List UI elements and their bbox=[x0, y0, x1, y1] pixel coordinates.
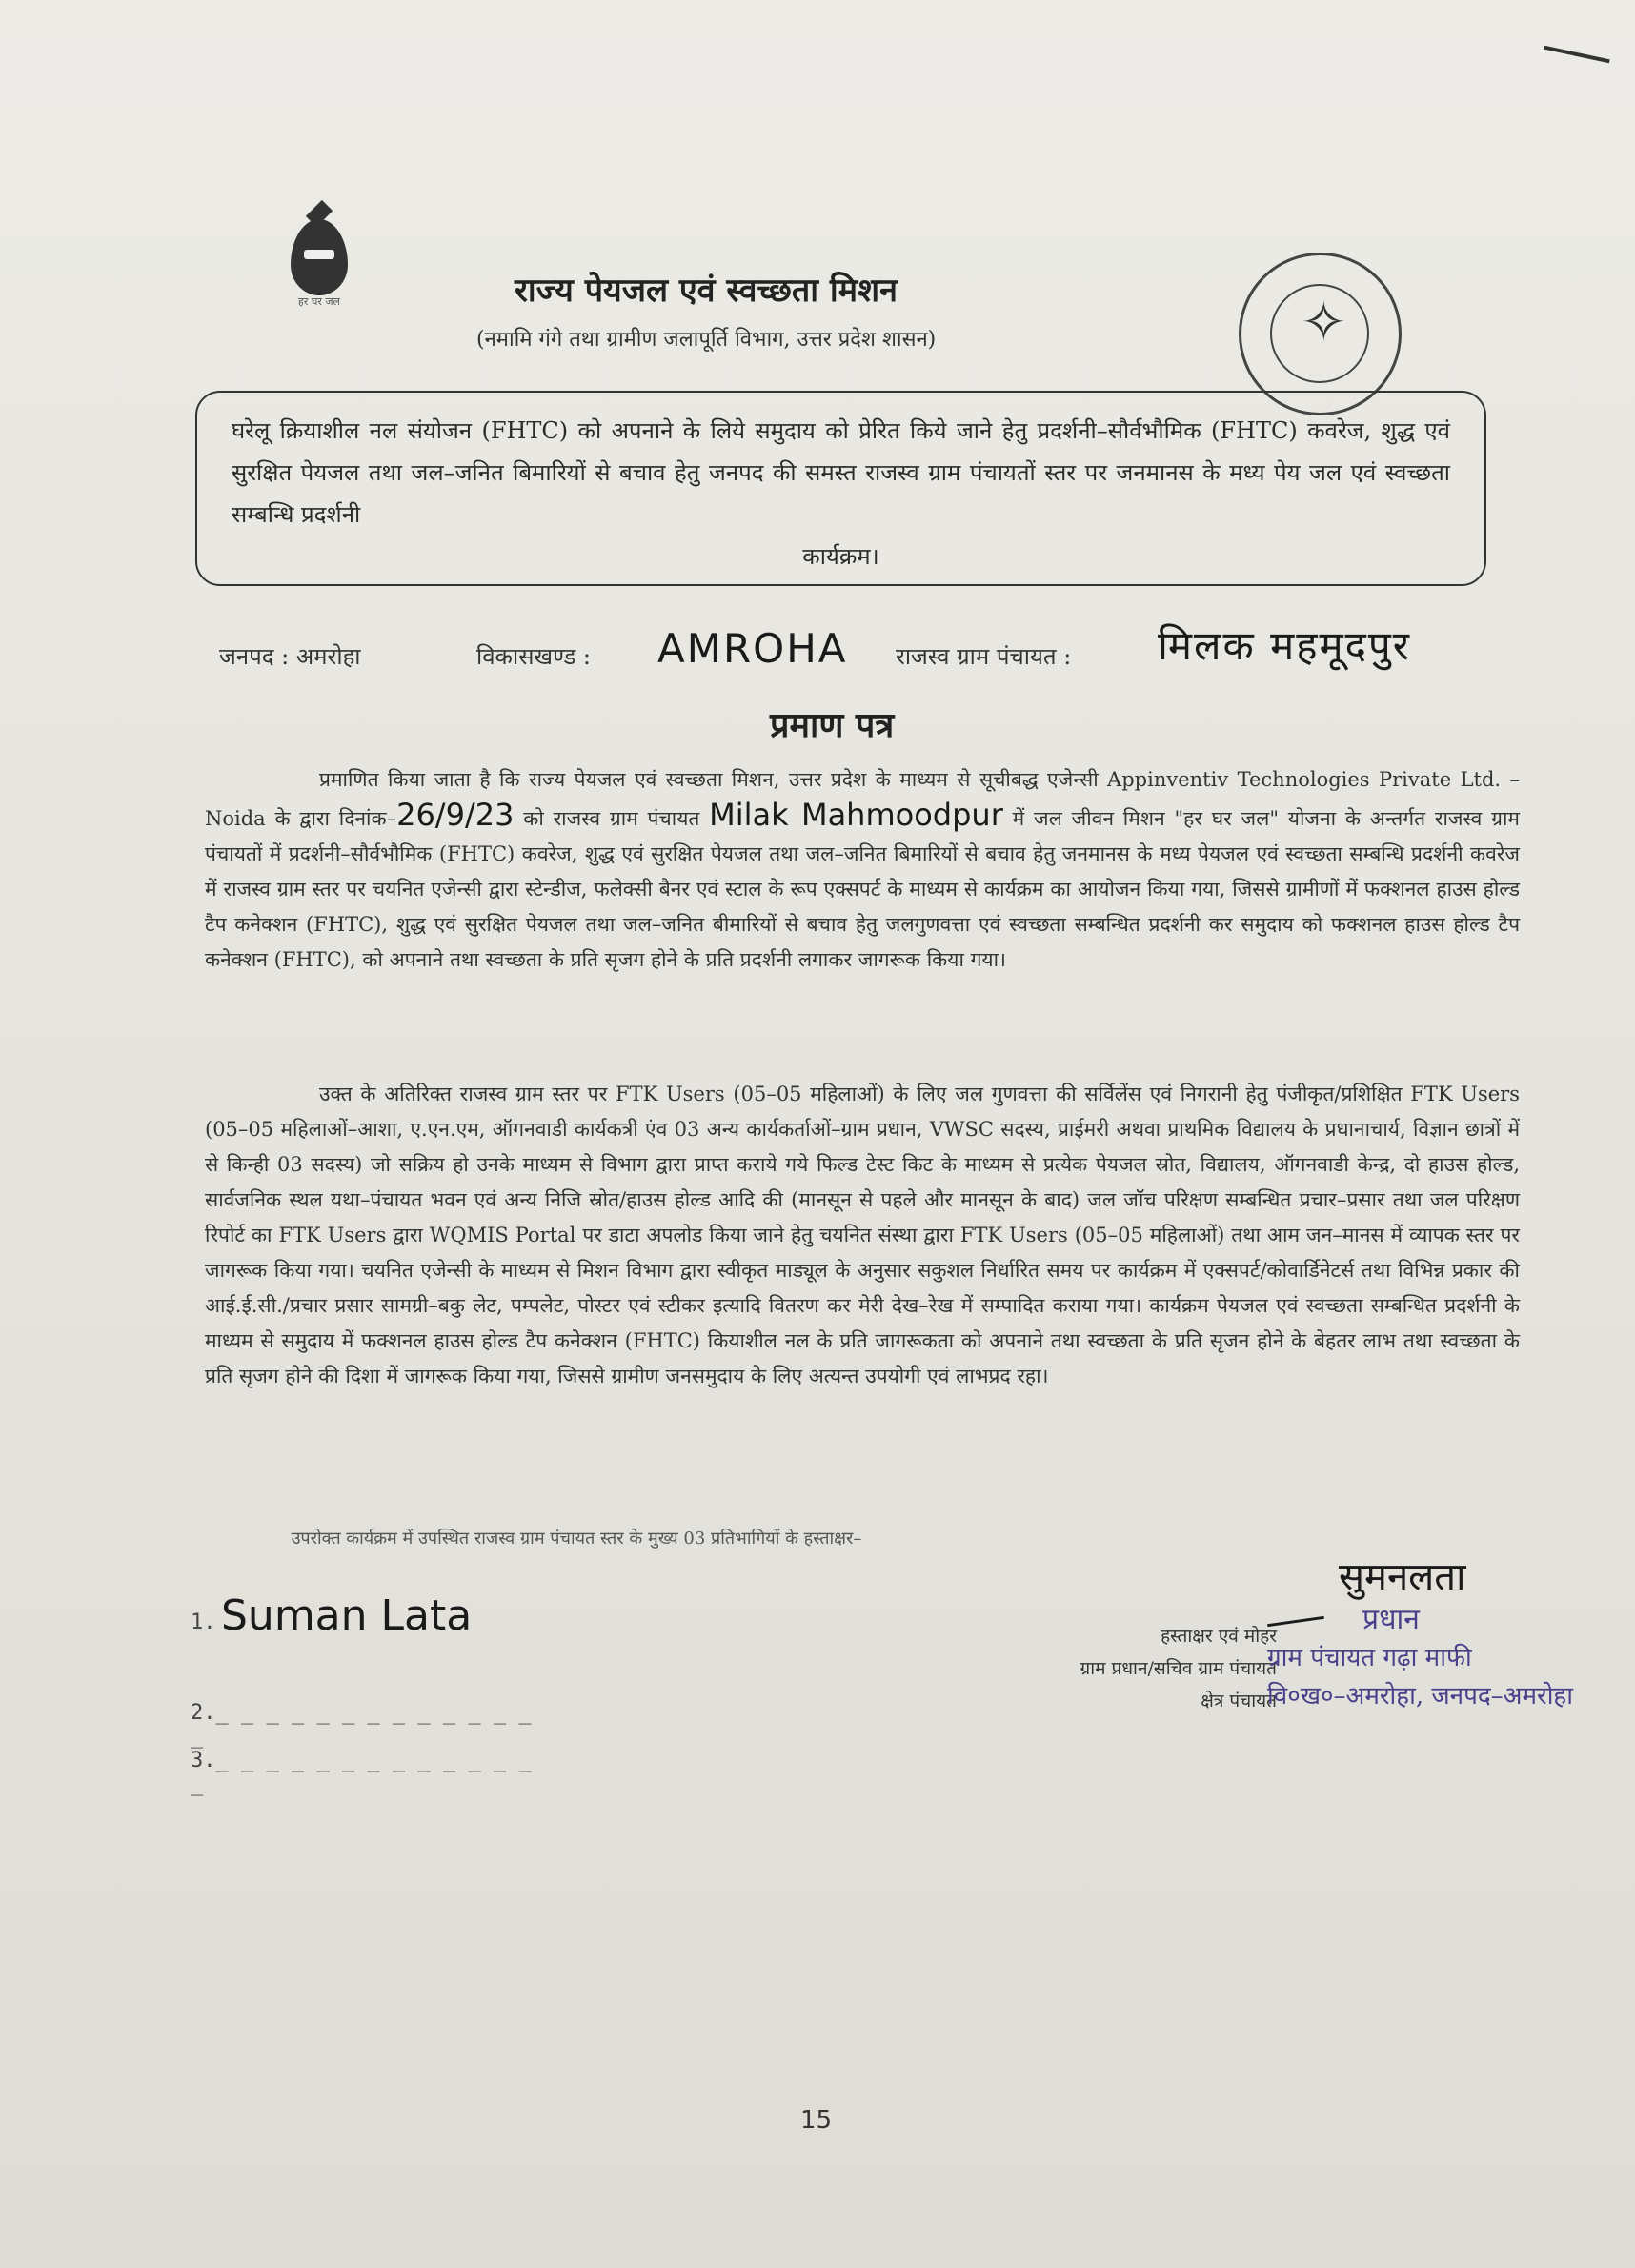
pen-mark bbox=[1544, 46, 1609, 63]
para2-body: उक्त के अतिरिक्त राजस्व ग्राम स्तर पर FTK Users (05–05 महिलाओं) के लिए जल गुणवत्ता की सर्विलेंस एवं निगरानी हेतु पंजीकृत/प्रशिक्षित FTK Users (05–05 महिलाओं–आशा, ए.एन.एम, ऑगनवाडी कार्यकत्री एंव 03 अन्य कार्यकर्ताओं–ग्राम प्रधान, VWSC सदस्य, प्राईमरी अथवा प्राथमिक विद्यालय के प्रधानाचार्य, विज्ञान छात्रों में से किन्ही 03 सदस्य) जो सक्रिय हो उनके माध्यम से विभाग द्वारा प्राप्त कराये गये फिल्ड टेस्ट किट के माध्यम से प्रत्येक पेयजल स्रोत, विद्यालय, ऑगनवाडी केन्द्र, दो हाउस होल्ड, सार्वजनिक स्थल यथा–पंचायत भवन एवं अन्य निजि स्रोत/हाउस होल्ड आदि की (मानसून से पहले और मानसून के बाद) जल जॉच परिक्षण सम्बन्धित प्रचार–प्रसार तथा जल परिक्षण रिपोर्ट का FTK Users द्वारा WQMIS Portal पर डाटा अपलोड किया जाने हेतु चयनित संस्था द्वारा FTK Users (05–05 महिलाओं) तथा आम जन–मानस में व्यापक स्तर पर जागरूक किया गया। चयनित एजेन्सी के माध्यम से मिशन विभाग द्वारा स्वीकृत माड्यूल के अनुसार सकुशल निर्धारित समय पर कार्यक्रम में एक्सपर्ट/कोवार्डिनेटर्स तथा विभिन्न प्रकार की आई.ई.सी./प्रचार प्रसार सामग्री–बकु लेट, पम्पलेट, पोस्टर एवं स्टीकर इत्यादि वितरण कर मेरी देख–रेख में सम्पादित कराया गया। कार्यक्रम पेयजल एवं स्वच्छता सम्बन्धित प्रदर्शनी के माध्यम से समुदाय में फक्शनल हाउस होल्ड टैप कनेक्शन (FHTC) कियाशील नल के प्रति जागरूकता को अपनाने तथा स्वच्छता के प्रति सृजन होने के बेहतर लाभ तथा स्वच्छता के प्रति सृजग होने की दिशा में जागरूक किया गया, जिससे ग्रामीण जनसमुदाय के लिए अत्यन्त उपयोगी एवं लाभप्रद रहा। bbox=[205, 1083, 1520, 1387]
sign-block-line-2: ग्राम प्रधान/सचिव ग्राम पंचायत bbox=[1080, 1658, 1277, 1679]
stamp-line-3: वि०ख०–अमरोहा, जनपद–अमरोहा bbox=[1267, 1682, 1573, 1711]
bow-arrow-emblem-icon: ✧ bbox=[1301, 290, 1347, 354]
stamp-line-1: प्रधान bbox=[1362, 1603, 1420, 1636]
mission-subtitle: (नमामि गंगे तथा ग्रामीण जलापूर्ति विभाग, उत्तर प्रदेश शासन) bbox=[476, 328, 937, 352]
notice-last-line: कार्यक्रम। bbox=[802, 543, 879, 570]
participants-signature-note: उपरोक्त कार्यक्रम में उपस्थित राजस्व ग्राम पंचायत स्तर के मुख्य 03 प्रतिभागियों के हस्ताक्षर– bbox=[291, 1529, 862, 1549]
para1-middle: को राजस्व ग्राम पंचायत bbox=[523, 807, 700, 830]
village-name: Milak Mahmoodpur bbox=[709, 797, 1003, 833]
certificate-paragraph-1 bbox=[205, 762, 1520, 978]
mission-title: राज्य पेयजल एवं स्वच्छता मिशन bbox=[515, 272, 898, 310]
har-ghar-jal-logo bbox=[267, 219, 372, 308]
signature-line-2: 2._ _ _ _ _ _ _ _ _ _ _ _ _ _ bbox=[191, 1701, 532, 1749]
pradhan-signature: सुमनलता bbox=[1339, 1555, 1466, 1599]
programme-notice-box bbox=[195, 391, 1486, 586]
location-row bbox=[219, 622, 1572, 686]
stamp-line-2: ग्राम पंचायत गढ़ा माफी bbox=[1267, 1644, 1472, 1672]
logo-caption: हर घर जल bbox=[298, 295, 340, 308]
programme-date: 26/9/23 bbox=[396, 797, 515, 833]
water-drop-icon bbox=[291, 219, 348, 295]
pradhan-stamp bbox=[1267, 1601, 1591, 1715]
sign-block bbox=[991, 1620, 1277, 1717]
sign-block-line-3: क्षेत्र पंचायत bbox=[1201, 1691, 1277, 1711]
notice-text: घरेलू क्रियाशील नल संयोजन (FHTC) को अपनाने के लिये समुदाय को प्रेरित किये जाने हेतु प्रदर्शनी–सौर्वभौमिक (FHTC) कवरेज, शुद्ध एवं सुरक्षित पेयजल तथा जल–जनित बिमारियों से बचाव हेतु जनपद की समस्त राजस्व ग्राम पंचायतों स्तर पर जनमानस के मध्य पेय जल एवं स्वच्छता सम्बन्धि प्रदर्शनी bbox=[232, 417, 1450, 528]
block-value: AMROHA bbox=[657, 625, 848, 672]
sign-block-line-1: हस्ताक्षर एवं मोहर bbox=[1161, 1626, 1277, 1647]
certificate-title: प्रमाण पत्र bbox=[770, 705, 895, 745]
para1-intro: प्रमाणित किया जाता है कि राज्य पेयजल एवं स्वच्छता मिशन, उत्तर प्रदेश के माध्यम से सूचीबद्ध एजेन्सी Appinventiv Technologies Private Ltd. – Noida के द्वारा दिनांक– bbox=[205, 768, 1520, 830]
district-label: जनपद : अमरोहा bbox=[219, 643, 361, 670]
para1-body: में जल जीवन मिशन "हर घर जल" योजना के अन्तर्गत राजस्व ग्राम पंचायतों में प्रदर्शनी–सौर्वभौमिक (FHTC) कवरेज, शुद्ध एवं सुरक्षित पेयजल तथा जल–जनित बिमारियों से बचाव हेतु जनमानस के मध्य पेयजल एवं स्वच्छता सम्बन्धि प्रदर्शनी कवरेज में राजस्व ग्राम स्तर पर चयनित एजेन्सी द्वारा स्टेन्डीज, फलेक्सी बैनर एवं स्टाल के रूप एक्सपर्ट के माध्यम से कार्यक्रम का आयोजन किया गया, जिससे ग्रामीणों में फक्शनल हाउस होल्ड टैप कनेक्शन (FHTC), शुद्ध एवं सुरक्षित पेयजल तथा जल–जनित बीमारियों से बचाव हेतु जलगुणवत्ता एवं स्वच्छता सम्बन्धित प्रदर्शनी कर समुदाय को फक्शनल हाउस होल्ड टैप कनेक्शन (FHTC), को अपनाने तथा स्वच्छता के प्रति सृजग होने के प्रति प्रदर्शनी लगाकर जागरूक किया गया। bbox=[205, 807, 1520, 971]
gram-panchayat-label: राजस्व ग्राम पंचायत : bbox=[896, 643, 1072, 670]
signature-line-3: 3._ _ _ _ _ _ _ _ _ _ _ _ _ _ bbox=[191, 1749, 532, 1796]
signature-line-1: 1. bbox=[191, 1610, 216, 1634]
page-number: 15 bbox=[800, 2106, 833, 2135]
block-label: विकासखण्ड : bbox=[476, 643, 592, 670]
gram-panchayat-value: मिलक महमूदपुर bbox=[1158, 622, 1411, 669]
certificate-paragraph-2 bbox=[205, 1077, 1520, 1394]
participant-1-signature: Suman Lata bbox=[221, 1591, 473, 1640]
